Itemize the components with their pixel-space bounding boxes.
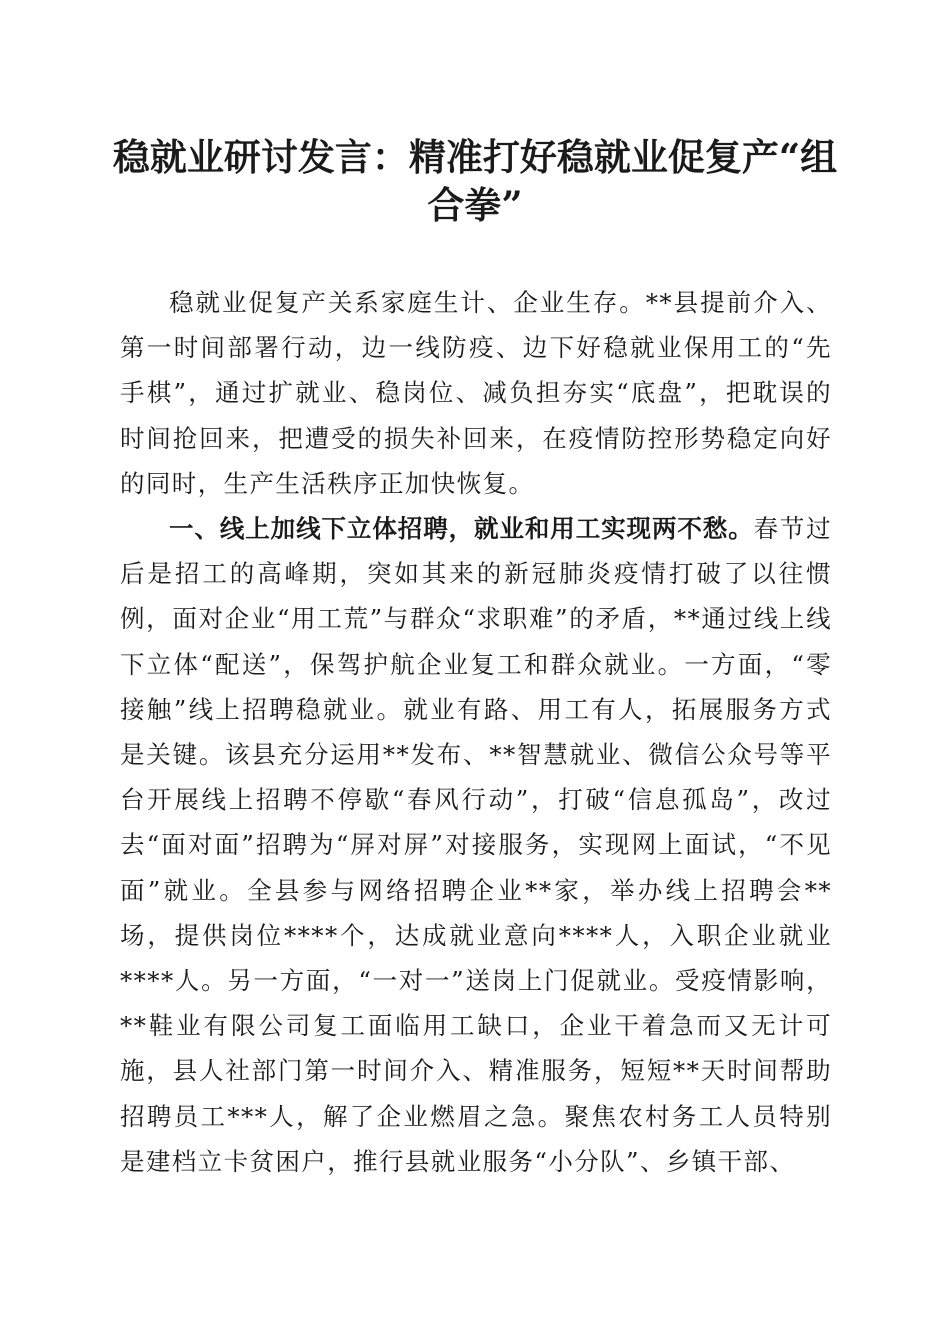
document-body (120, 280, 832, 1184)
document-title: 稳就业研讨发言：精准打好稳就业促复产“组合拳” (112, 135, 838, 227)
section-1-text: 春节过后是招工的高峰期，突如其来的新冠肺炎疫情打破了以往惯例，面对企业“用工荒”与群众“求职难”的矛盾，**通过线上线下立体“配送”，保驾护航企业复工和群众就业。一方面，“零接触”线上招聘稳就业。就业有路、用工有人，拓展服务方式是关键。该县充分运用**发布、**智慧就业、微信公众号等平台开展线上招聘不停歇“春风行动”，打破“信息孤岛”，改过去“面对面”招聘为“屏对屏”对接服务，实现网上面试，“不见面”就业。全县参与网络招聘企业**家，举办线上招聘会**场，提供岗位****个，达成就业意向****人，入职企业就业****人。另一方面，“一对一”送岗上门促就业。受疫情影响，**鞋业有限公司复工面临用工缺口，企业干着急而又无计可施，县人社部门第一时间介入、精准服务，短短**天时间帮助招聘员工***人，解了企业燃眉之急。聚焦农村务工人员特别是建档立卡贫困户，推行县就业服务“小分队”、乡镇干部、 (120, 514, 832, 1176)
paragraph-intro (120, 280, 832, 506)
section-1-heading: 一、线上加线下立体招聘，就业和用工实现两不愁。 (169, 514, 754, 544)
paragraph-intro-text: 稳就业促复产关系家庭生计、企业生存。**县提前介入、第一时间部署行动，边一线防疫、边下好稳就业保用工的“先手棋”，通过扩就业、稳岗位、减负担夯实“底盘”，把耽误的时间抢回来，把遭受的损失补回来，在疫情防控形势稳定向好的同时，生产生活秩序正加快恢复。 (120, 288, 832, 498)
paragraph-section-1 (120, 506, 832, 1184)
